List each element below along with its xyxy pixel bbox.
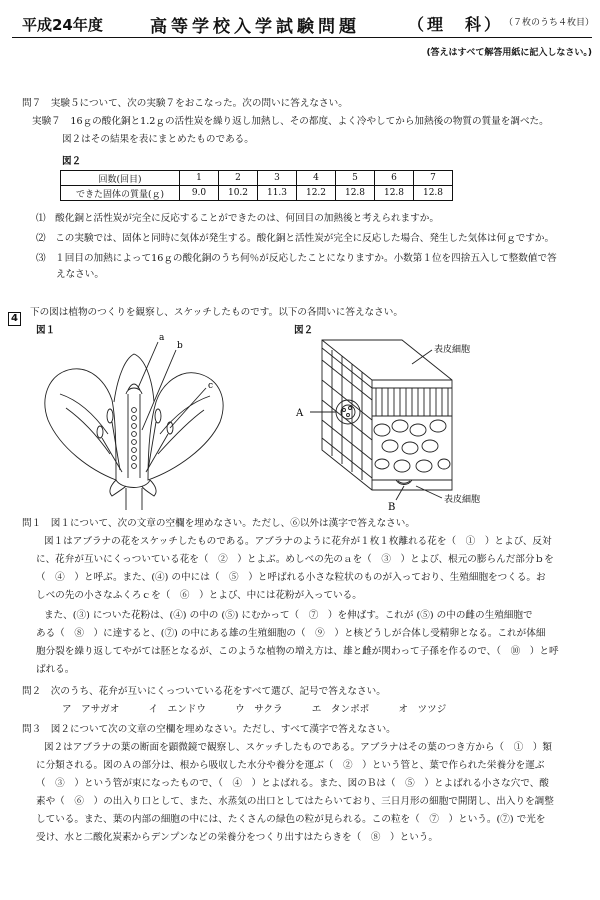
q1-line5: しべの先の小さなふくろｃを（ ⑥ ）とよび、中には花粉が入っている。 <box>36 590 362 601</box>
table-cell: 11.3 <box>258 186 297 201</box>
table-row <box>61 171 453 186</box>
table-cell: 2 <box>219 171 258 186</box>
table-cell: 6 <box>375 171 414 186</box>
q1-line7: ある（ ⑧ ）に達すると、(⑦) の中にある雄の生殖細胞の（ ⑨ ）と核どうしが合体し受精卵となる。これが体細 <box>36 628 546 639</box>
flower-figure <box>30 330 250 512</box>
q7-intro: 問７ 実験５について、次の実験７をおこなった。次の問いに答えなさい。 <box>22 98 348 109</box>
page-indicator: （７枚のうち４枚目） <box>504 18 595 28</box>
fig1-label-c: c <box>208 381 214 391</box>
table-cell: 12.8 <box>414 186 453 201</box>
table-cell: 4 <box>297 171 336 186</box>
section4-intro: 下の図は植物のつくりを観察し、スケッチしたものです。以下の各問いに答えなさい。 <box>30 307 403 318</box>
fig1-label-b: b <box>177 341 183 351</box>
q1-line6: また、(③) についた花粉は、(④) の中の (⑤) にむかって（ ⑦ ）を伸ばす。これが (⑤) の中の雌の生殖細胞で <box>44 610 533 621</box>
table-cell: 10.2 <box>219 186 258 201</box>
q1-line3: に、花弁が互いにくっついている花を（ ② ）とよぶ。めしべの先のａを（ ③ ）とよび、根元の膨らんだ部分ｂを <box>36 554 554 565</box>
q2-options <box>62 703 472 716</box>
q7-sub3-line1: ⑶ １回目の加熱によって16ｇの酸化銅のうち何％が反応したことになりますか。小数第１位を四捨五入して整数値で答 <box>36 253 557 264</box>
answer-note: (答えはすべて解答用紙に記入しなさい。) <box>426 48 592 58</box>
q3-line5: 素や（ ⑥ ）の出入り口として、また、水蒸気の出口としてはたらいており、三日月形の細胞で開閉し、出入りを調整 <box>36 796 554 807</box>
table-header-count: 回数(回目) <box>61 171 180 186</box>
q2-line1: 問２ 次のうち、花弁が互いにくっついている花をすべて選び、記号で答えなさい。 <box>22 686 386 697</box>
fig2-label: 図２ <box>294 325 314 336</box>
table-row <box>61 186 453 201</box>
q7-sub3-line2: えなさい。 <box>56 269 104 280</box>
q2-option: ウ サクラ <box>235 704 283 715</box>
fig1-label-a: a <box>159 333 165 343</box>
fig2-label-bottom: 表皮細胞 <box>444 495 481 505</box>
q1-line1: 問１ 図１について、次の文章の空欄を埋めなさい。ただし、⑥以外は漢字で答えなさい。 <box>22 518 415 529</box>
section-number <box>8 306 21 326</box>
fig2-label-B: B <box>388 502 396 512</box>
q7-sub2: ⑵ この実験では、固体と同時に気体が発生する。酸化銅と活性炭が完全に反応した場合、発生した気体は何ｇですか。 <box>36 233 555 244</box>
table-cell: 12.8 <box>336 186 375 201</box>
table-header-mass: できた固体の質量(ｇ) <box>61 186 180 201</box>
q7-sub1: ⑴ 酸化銅と活性炭が完全に反応することができたのは、何回目の加熱後と考えられますか。 <box>36 213 439 224</box>
q2-option: イ エンドウ <box>148 704 206 715</box>
fig2-label-top: 表皮細胞 <box>434 345 471 355</box>
q1-line9: ばれる。 <box>36 664 75 675</box>
q1-line4: （ ④ ）と呼ぶ。また、(④) の中には（ ⑤ ）と呼ばれる小さな粒状のものが入っており、生殖細胞をつくる。お <box>36 572 546 583</box>
table-cell: 1 <box>180 171 219 186</box>
fig1-label: 図１ <box>36 325 56 336</box>
q1-line2: 図１はアブラナの花をスケッチしたものである。アブラナのように花弁が１枚１枚離れる花を（ ① ）とよび、反対 <box>44 536 552 547</box>
q3-line1: 問３ 図２について次の文章の空欄を埋めなさい。ただし、すべて漢字で答えなさい。 <box>22 724 396 735</box>
q7-experiment-line1: 実験７ 16ｇの酸化銅と1.2ｇの活性炭を繰り返し加熱し、その都度、よく冷やしてから加熱後の物質の質量を調べた。 <box>32 116 549 127</box>
q3-line3: に分類される。図のＡの部分は、根から吸収した水分や養分を運ぶ（ ② ）という管と、葉で作られた栄養分を運ぶ <box>36 760 545 771</box>
result-table <box>60 170 453 201</box>
exam-subject: （理 科） <box>408 15 504 34</box>
leaf-section-figure <box>292 330 532 512</box>
q1-line8: 胞分裂を繰り返してやがては胚となるが、このような植物の増え方は、雄と雌が関わって子孫を作るので、（ ⑩ ）と呼 <box>36 646 559 657</box>
q7-experiment-line2: 図２はその結果を表にまとめたものである。 <box>62 134 254 145</box>
table-cell: 12.2 <box>297 186 336 201</box>
fig2-label-A: A <box>296 408 304 419</box>
q3-line4: （ ③ ）という管が束になったもので、（ ④ ）とよばれる。また、図のＢは（ ⑤ ）とよばれる小さな穴で、酸 <box>36 778 549 789</box>
table-cell: 9.0 <box>180 186 219 201</box>
q3-line7: 受け、水と二酸化炭素からデンプンなどの栄養分をつくり出すはたらきを（ ⑧ ）という。 <box>36 832 438 843</box>
table-cell: 12.8 <box>375 186 414 201</box>
q7-figure-label: 図２ <box>62 156 82 167</box>
q3-line6: している。また、葉の内部の細胞の中には、たくさんの緑色の粒が見られる。この粒を（ ⑦ ）という。(⑦) で光を <box>36 814 546 825</box>
section-number-box: 4 <box>8 312 21 326</box>
table-cell: 3 <box>258 171 297 186</box>
q2-option: ア アサガオ <box>62 704 120 715</box>
table-cell: 7 <box>414 171 453 186</box>
table-cell: 5 <box>336 171 375 186</box>
exam-title: 高等学校入学試験問題 <box>150 17 360 37</box>
q2-option: エ タンポポ <box>311 704 370 715</box>
q3-line2: 図２はアブラナの葉の断面を顕微鏡で観察し、スケッチしたものである。アブラナはその葉のつき方から（ ① ）類 <box>44 742 552 753</box>
exam-year: 平成24年度 <box>22 16 103 34</box>
q2-option: オ ツツジ <box>398 704 447 715</box>
header-rule <box>12 37 592 38</box>
